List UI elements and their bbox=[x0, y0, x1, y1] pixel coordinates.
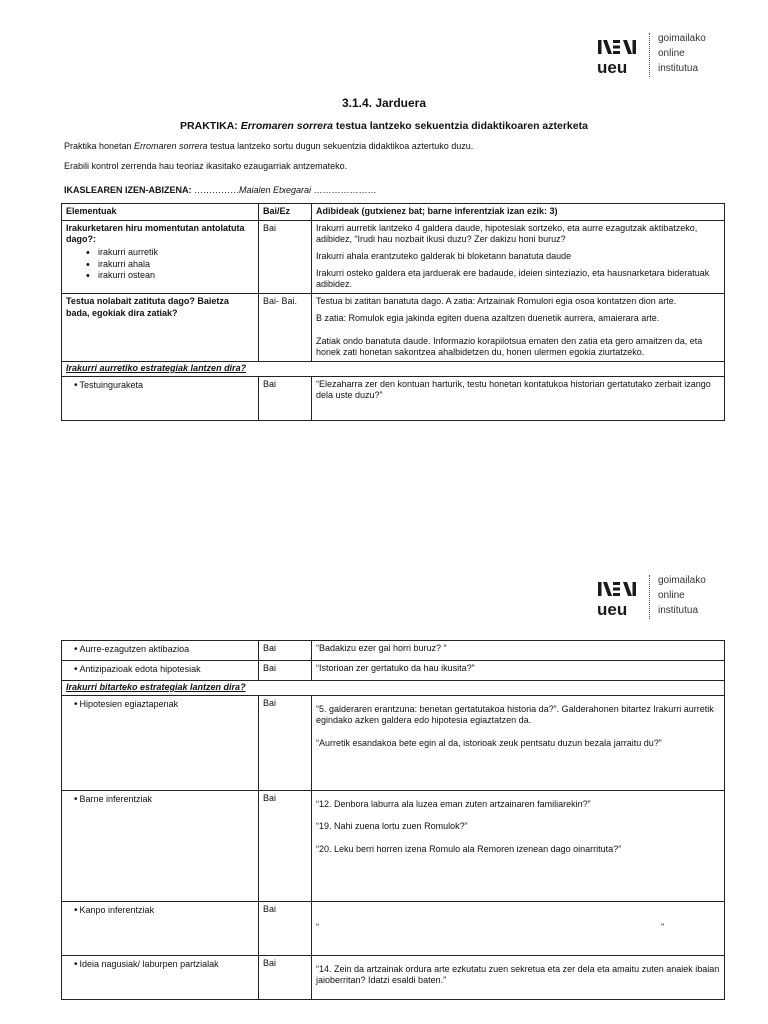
page-title: 3.1.4. Jarduera bbox=[341, 96, 427, 110]
ueu-logo-icon bbox=[596, 576, 638, 618]
example-text: “5. galderaren erantzuna: benetan gertatutakoa historia da?”. Galderahonen bitartez Irakurri aurretik egindako azken galdera edo hipotesia egiaztatzen da. bbox=[316, 703, 714, 726]
subtitle-suffix: testua lantzeko sekuentzia didaktikoaren azterketa bbox=[332, 120, 588, 132]
paragraph-text: Praktika honetan bbox=[64, 141, 135, 151]
paragraph-italic: Erromaren sorrera bbox=[134, 141, 208, 151]
list-item: • irakurri ahala bbox=[86, 259, 254, 271]
example-text: “Aurretik esandakoa bete egin al da, istorioak zeuk pentsatu duzun bezala jarraitu du?” bbox=[316, 738, 662, 749]
element-text: Aurre-ezagutzen aktibazioa bbox=[79, 644, 190, 654]
list-item: • irakurri aurretik bbox=[86, 247, 254, 259]
instruction-paragraph: Erabili kontrol zerrenda hau teoriaz ikasitako ezaugarriak antzemateko. bbox=[64, 161, 348, 171]
svg-text:ueu: ueu bbox=[597, 58, 628, 76]
paragraph-text: testua lantzeko sortu dugun sekuentzia didaktikoa aztertuko duzu. bbox=[207, 141, 474, 151]
element-text: Testuinguraketa bbox=[79, 379, 144, 390]
quote-mark: “ bbox=[316, 921, 319, 932]
table-cell-element: • Antizipazioak edota hipotesiak bbox=[62, 661, 259, 681]
table-cell-answer: Bai bbox=[259, 790, 312, 901]
student-dots: …………… bbox=[194, 185, 239, 195]
table-cell-examples: “Elezaharra zer den kontuan harturik, testu honetan kontatukoa historian gertatutako zerbait izango dela uste duzu?” bbox=[312, 376, 725, 420]
table-cell-answer: Bai bbox=[259, 641, 312, 661]
table-cell-element: • Ideia nagusiak/ laburpen partzialak bbox=[62, 955, 259, 999]
table-row bbox=[62, 901, 725, 955]
table-cell-answer: Bai bbox=[259, 220, 312, 293]
header-elements: Elementuak bbox=[62, 204, 259, 221]
logo-line: goimailako bbox=[658, 33, 706, 44]
document-page-1 bbox=[0, 0, 768, 470]
example-text: Irakurri ahala erantzuteko galderak bi bloketann banatuta daude bbox=[316, 251, 572, 262]
example-text: Zatiak ondo banatuta daude. Informazio korapilotsua ematen den zatia eta gero amaitzen da, eta honek zati honetan sakontzea ahalbidetzen du, honen ulermen egokia ziurtatzeko. bbox=[316, 335, 703, 358]
section-heading: Irakurri aurretiko estrategiak lantzen dira? bbox=[62, 361, 725, 376]
example-text: “20. Leku berri horren izena Romulo ala Remoren izenean dago oinarrituta?” bbox=[316, 844, 622, 855]
table-cell-element: • Barne inferentziak bbox=[62, 790, 259, 901]
table-cell-element: • Kanpo inferentziak bbox=[62, 901, 259, 955]
logo-separator bbox=[649, 575, 650, 619]
table-row bbox=[62, 641, 725, 661]
table-cell-answer: Bai- Bai. bbox=[259, 294, 312, 362]
spacer bbox=[316, 904, 720, 922]
table-cell-answer: Bai bbox=[259, 376, 312, 420]
table-cell-element: • Aurre-ezagutzen aktibazioa bbox=[62, 641, 259, 661]
example-text: Irakurri osteko galdera eta jarduerak ere badaude, ideien sinteziazio, eta hausnarketara bideratuak adibidez. bbox=[316, 267, 710, 290]
example-text: B zatia: Romulok egia jakinda egiten duena azaltzen duenetik aurrera, amaierara arte. bbox=[316, 312, 660, 323]
table-cell-examples: “Badakizu ezer gai horri buruz? “ bbox=[312, 641, 725, 661]
ueu-logo bbox=[596, 572, 736, 622]
table-cell-element: • Testuinguraketa bbox=[62, 376, 259, 420]
ueu-logo-icon bbox=[596, 34, 638, 76]
section-row bbox=[62, 361, 725, 376]
student-label: IKASLEAREN IZEN-ABIZENA: bbox=[64, 185, 194, 195]
example-text: Irakurri aurretik lantzeko 4 galdera daude, hipotesiak sortzeko, eta aurre ezagutzak aktibatzeko, adibidez, “Irudi hau nozbait ikusi duzu? Zer dakizu honi buruz? bbox=[316, 222, 698, 245]
header-examples: Adibideak (gutxienez bat; barne inferentziak izan ezik: 3) bbox=[312, 204, 725, 221]
logo-text bbox=[658, 31, 706, 76]
student-dots: ………………… bbox=[311, 185, 377, 195]
header-yes-no: Bai/Ez bbox=[259, 204, 312, 221]
table-cell-element bbox=[62, 294, 259, 362]
table-row bbox=[62, 294, 725, 362]
document-page-2 bbox=[0, 560, 768, 1024]
element-text: Barne inferentziak bbox=[79, 793, 153, 804]
table-cell-answer: Bai bbox=[259, 901, 312, 955]
logo-separator bbox=[649, 33, 650, 77]
table-row bbox=[62, 661, 725, 681]
table-cell-examples bbox=[312, 220, 725, 293]
table-cell-examples bbox=[312, 955, 725, 999]
logo-line: goimailako bbox=[658, 575, 706, 586]
element-text: Irakurketaren hiru momentutan antolatuta dago?: bbox=[66, 222, 245, 245]
student-name: Maialen Etxegarai bbox=[239, 185, 312, 195]
logo-line: institutua bbox=[658, 605, 699, 616]
table-row bbox=[62, 955, 725, 999]
logo-line: online bbox=[658, 48, 685, 59]
empty-quote-line bbox=[316, 922, 720, 934]
checklist-table-continued bbox=[61, 640, 725, 1000]
list-item: • irakurri ostean bbox=[86, 270, 254, 282]
intro-paragraph bbox=[64, 141, 473, 153]
table-cell-answer: Bai bbox=[259, 661, 312, 681]
bullet-list bbox=[66, 247, 254, 282]
student-name-line bbox=[64, 185, 377, 197]
table-cell-answer: Bai bbox=[259, 955, 312, 999]
table-row bbox=[62, 220, 725, 293]
element-text: Ideia nagusiak/ laburpen partzialak bbox=[79, 958, 219, 969]
table-cell-examples bbox=[312, 294, 725, 362]
element-text: Antizipazioak edota hipotesiak bbox=[79, 664, 201, 674]
table-cell-element: • Hipotesien egiaztapenak bbox=[62, 695, 259, 790]
table-row bbox=[62, 695, 725, 790]
subtitle-prefix: PRAKTIKA: bbox=[180, 120, 241, 132]
example-text: “12. Denbora laburra ala luzea eman zuten artzainaren familiarekin?” bbox=[316, 798, 591, 809]
table-cell-examples bbox=[312, 695, 725, 790]
element-text: Kanpo inferentziak bbox=[79, 904, 155, 915]
table-row bbox=[62, 376, 725, 420]
section-heading: Irakurri bitarteko estrategiak lantzen dira? bbox=[62, 681, 725, 696]
page-subtitle bbox=[0, 120, 768, 134]
quote-mark: ” bbox=[661, 921, 664, 932]
logo-line: online bbox=[658, 590, 685, 601]
table-header-row bbox=[62, 204, 725, 221]
logo-line: institutua bbox=[658, 63, 699, 74]
svg-text:ueu: ueu bbox=[597, 600, 628, 618]
table-cell-examples bbox=[312, 901, 725, 955]
table-cell-examples: “Istorioan zer gertatuko da hau ikusita?” bbox=[312, 661, 725, 681]
checklist-table bbox=[61, 203, 725, 421]
table-cell-element bbox=[62, 220, 259, 293]
example-text: Testua bi zatitan banatuta dago. A zatia: Artzainak Romulori egia osoa kontatzen dion arte. bbox=[316, 296, 677, 307]
element-text: Hipotesien egiaztapenak bbox=[79, 698, 179, 709]
table-cell-answer: Bai bbox=[259, 695, 312, 790]
element-text: Testua nolabait zatituta dago? Baietza bada, egokiak dira zatiak? bbox=[66, 296, 229, 318]
table-cell-examples bbox=[312, 790, 725, 901]
subtitle-italic: Erromaren sorrera bbox=[240, 120, 333, 132]
ueu-logo bbox=[596, 30, 736, 80]
table-row bbox=[62, 790, 725, 901]
section-row bbox=[62, 681, 725, 696]
example-text: “19. Nahi zuena lortu zuen Romulok?” bbox=[316, 821, 468, 832]
logo-text bbox=[658, 573, 706, 618]
example-text: “14. Zein da artzainak ordura arte ezkutatu zuen sekretua eta zer dela eta amaitu zuten anaiek ibaian jaioberritan? Idatzi esaldi baten.” bbox=[316, 963, 720, 986]
